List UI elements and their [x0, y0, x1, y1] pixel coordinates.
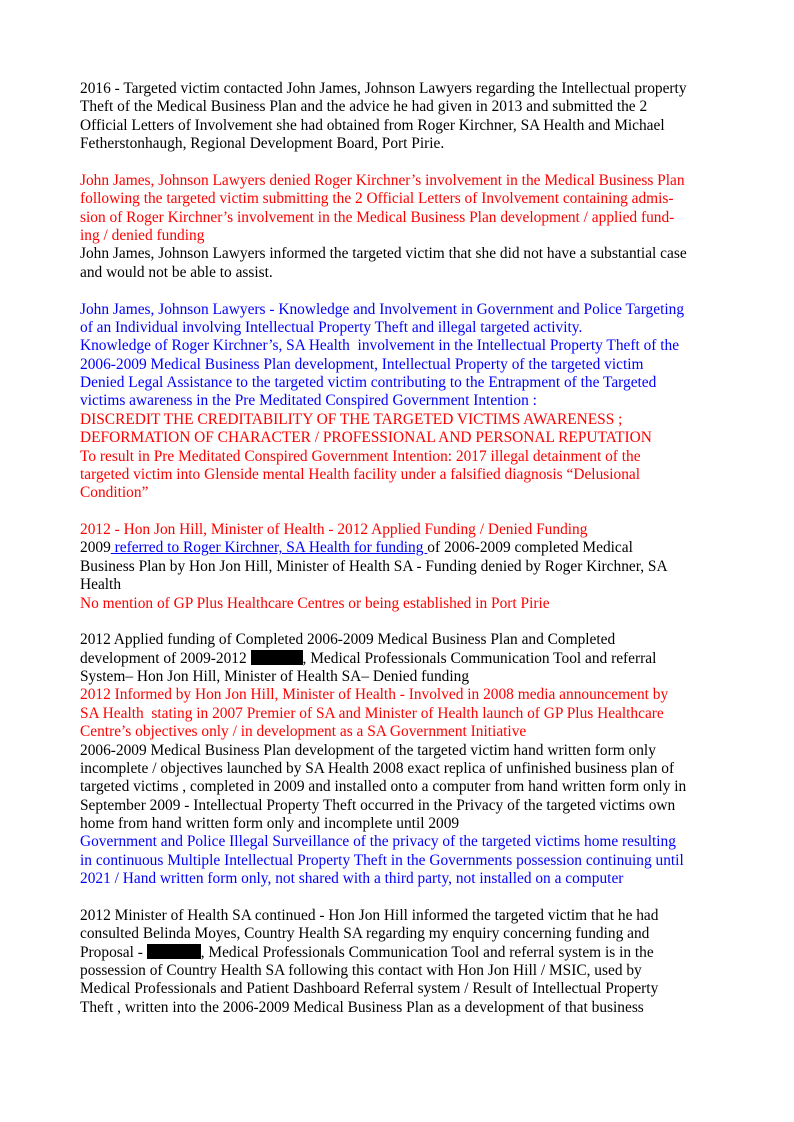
- text-segment: in continuous Multiple Intellectual Property Theft in the Governments possession continuing until: [80, 851, 684, 869]
- text-segment: Theft , written into the 2006-2009 Medical Business Plan as a development of that business: [80, 998, 644, 1016]
- text-segment: Medical Professionals and Patient Dashboard Referral system / Result of Intellectual Property: [80, 980, 659, 998]
- text-line: [80, 815, 740, 833]
- text-segment: , Medical Professionals Communication Tool and referral: [302, 649, 657, 667]
- text-segment: John James, Johnson Lawyers informed the targeted victim that she did not have a substantial case: [80, 245, 687, 263]
- text-line: [80, 980, 740, 998]
- text-segment: Knowledge of Roger Kirchner’s, SA Health involvement in the Intellectual Property Theft of the: [80, 337, 680, 355]
- text-segment: DISCREDIT THE CREDITABILITY OF THE TARGETED VICTIMS AWARENESS ;: [80, 410, 623, 428]
- text-segment: 2006-2009 Medical Business Plan development of the targeted victim hand written form only: [80, 741, 656, 759]
- text-line: [80, 319, 740, 337]
- text-line: [80, 558, 740, 576]
- text-segment: 2021 / Hand written form only, not shared with a third party, not installed on a computer: [80, 870, 624, 888]
- text-line: [80, 870, 740, 888]
- text-segment: To result in Pre Meditated Conspired Government Intention: 2017 illegal detainment of the: [80, 447, 641, 465]
- text-line: [80, 631, 740, 649]
- text-segment: Government and Police Illegal Surveillance of the privacy of the targeted victims home resulting: [80, 833, 676, 851]
- text-line: [80, 466, 740, 484]
- text-segment: possession of Country Health SA following this contact with Hon Jon Hill / MSIC, used by: [80, 962, 642, 979]
- text-segment: SA Health stating in 2007 Premier of SA and Minister of Health launch of GP Plus Healthcare: [80, 704, 664, 722]
- text-line: [80, 962, 740, 980]
- text-segment: , Medical Professionals Communication Tool and referral system is in the: [200, 943, 654, 961]
- text-segment: 2006-2009 Medical Business Plan development, Intellectual Property of the targeted victim: [80, 355, 644, 373]
- text-segment: 2016 - Targeted victim contacted John James, Johnson Lawyers regarding the Intellectual property: [80, 80, 687, 97]
- text-line: [80, 374, 740, 392]
- text-line: [80, 576, 740, 594]
- text-line: [80, 209, 740, 227]
- text-segment: ing / denied funding: [80, 227, 205, 244]
- text-segment: Business Plan by Hon Jon Hill, Minister of Health SA - Funding denied by Roger Kirchner, SA: [80, 557, 668, 575]
- text-segment: incomplete / objectives launched by SA Health 2008 exact replica of unfinished business plan of: [80, 759, 675, 777]
- text-line: [80, 723, 740, 741]
- text-segment: Centre’s objectives only / in development as a SA Government Initiative: [80, 723, 527, 741]
- text-line: [80, 833, 740, 851]
- text-segment: Condition”: [80, 484, 149, 502]
- text-line: [80, 705, 740, 723]
- text-segment: DEFORMATION OF CHARACTER / PROFESSIONAL AND PERSONAL REPUTATION: [80, 429, 652, 447]
- text-line: [80, 411, 740, 429]
- document-body: [80, 80, 740, 1017]
- text-segment: targeted victims , completed in 2009 and installed onto a computer from hand written form only in: [80, 778, 687, 796]
- text-line: [80, 907, 740, 925]
- text-segment: home from hand written form only and incomplete until 2009: [80, 815, 460, 832]
- text-segment: and would not be able to assist.: [80, 263, 273, 281]
- text-line: [80, 852, 740, 870]
- redaction-block: [147, 944, 201, 959]
- blank-line: [80, 613, 740, 631]
- text-line: [80, 392, 740, 410]
- text-line: [80, 925, 740, 943]
- text-segment: 2009: [80, 539, 111, 557]
- text-line: [80, 227, 740, 245]
- text-line: [80, 742, 740, 760]
- text-segment: September 2009 - Intellectual Property Theft occurred in the Privacy of the targeted victims own: [80, 796, 676, 814]
- text-segment: 2012 Minister of Health SA continued - Hon Jon Hill informed the targeted victim that he had: [80, 906, 659, 924]
- text-segment: sion of Roger Kirchner’s involvement in the Medical Business Plan development / applied fund-: [80, 208, 675, 226]
- text-line: [80, 539, 740, 557]
- text-segment: targeted victim into Glenside mental Health facility under a falsified diagnosis “Delusional: [80, 465, 641, 483]
- text-line: [80, 190, 740, 208]
- blank-line: [80, 282, 740, 300]
- text-line: [80, 337, 740, 355]
- text-line: [80, 595, 740, 613]
- text-segment: consulted Belinda Moyes, Country Health SA regarding my enquiry concerning funding and: [80, 925, 650, 943]
- text-line: [80, 135, 740, 153]
- text-line: [80, 264, 740, 282]
- text-line: [80, 448, 740, 466]
- text-line: [80, 98, 740, 116]
- text-segment: development of 2009-2012: [80, 649, 251, 667]
- text-segment: 2012 Applied funding of Completed 2006-2009 Medical Business Plan and Completed: [80, 631, 616, 649]
- text-segment: following the targeted victim submitting the 2 Official Letters of Involvement containing admis-: [80, 190, 674, 208]
- text-line: [80, 484, 740, 502]
- text-segment: Proposal -: [80, 943, 147, 961]
- text-line: [80, 521, 740, 539]
- text-line: [80, 778, 740, 796]
- text-line: [80, 944, 740, 962]
- redaction-block: [251, 650, 303, 665]
- text-segment: of 2006-2009 completed Medical: [427, 539, 633, 557]
- text-segment: John James, Johnson Lawyers - Knowledge and Involvement in Government and Police Targeting: [80, 300, 685, 318]
- hyperlink[interactable]: referred to Roger Kirchner, SA Health for funding: [110, 539, 428, 557]
- text-segment: of an Individual involving Intellectual Property Theft and illegal targeted activity.: [80, 318, 583, 336]
- text-line: [80, 80, 740, 98]
- text-segment: Health: [80, 576, 122, 594]
- text-segment: Denied Legal Assistance to the targeted victim contributing to the Entrapment of the Targeted: [80, 374, 657, 391]
- text-line: [80, 245, 740, 263]
- text-line: [80, 301, 740, 319]
- text-segment: John James, Johnson Lawyers denied Roger Kirchner’s involvement in the Medical Business Plan: [80, 171, 685, 189]
- text-line: [80, 999, 740, 1017]
- text-segment: System– Hon Jon Hill, Minister of Health SA– Denied funding: [80, 668, 470, 685]
- text-line: [80, 760, 740, 778]
- blank-line: [80, 154, 740, 172]
- text-segment: Official Letters of Involvement she had obtained from Roger Kirchner, SA Health and Michael: [80, 116, 665, 134]
- text-segment: Fetherstonhaugh, Regional Development Board, Port Pirie.: [80, 135, 445, 153]
- text-segment: victims awareness in the Pre Meditated Conspired Government Intention :: [80, 392, 537, 410]
- blank-line: [80, 889, 740, 907]
- text-segment: 2012 Informed by Hon Jon Hill, Minister of Health - Involved in 2008 media announcement by: [80, 686, 669, 704]
- text-line: [80, 429, 740, 447]
- text-segment: No mention of GP Plus Healthcare Centres or being established in Port Pirie: [80, 594, 550, 612]
- text-line: [80, 797, 740, 815]
- text-line: [80, 686, 740, 704]
- text-segment: 2012 - Hon Jon Hill, Minister of Health - 2012 Applied Funding / Denied Funding: [80, 521, 588, 538]
- text-line: [80, 172, 740, 190]
- text-line: [80, 668, 740, 686]
- text-line: [80, 356, 740, 374]
- text-line: [80, 117, 740, 135]
- text-segment: Theft of the Medical Business Plan and the advice he had given in 2013 and submitted the 2: [80, 98, 648, 116]
- blank-line: [80, 503, 740, 521]
- text-line: [80, 650, 740, 668]
